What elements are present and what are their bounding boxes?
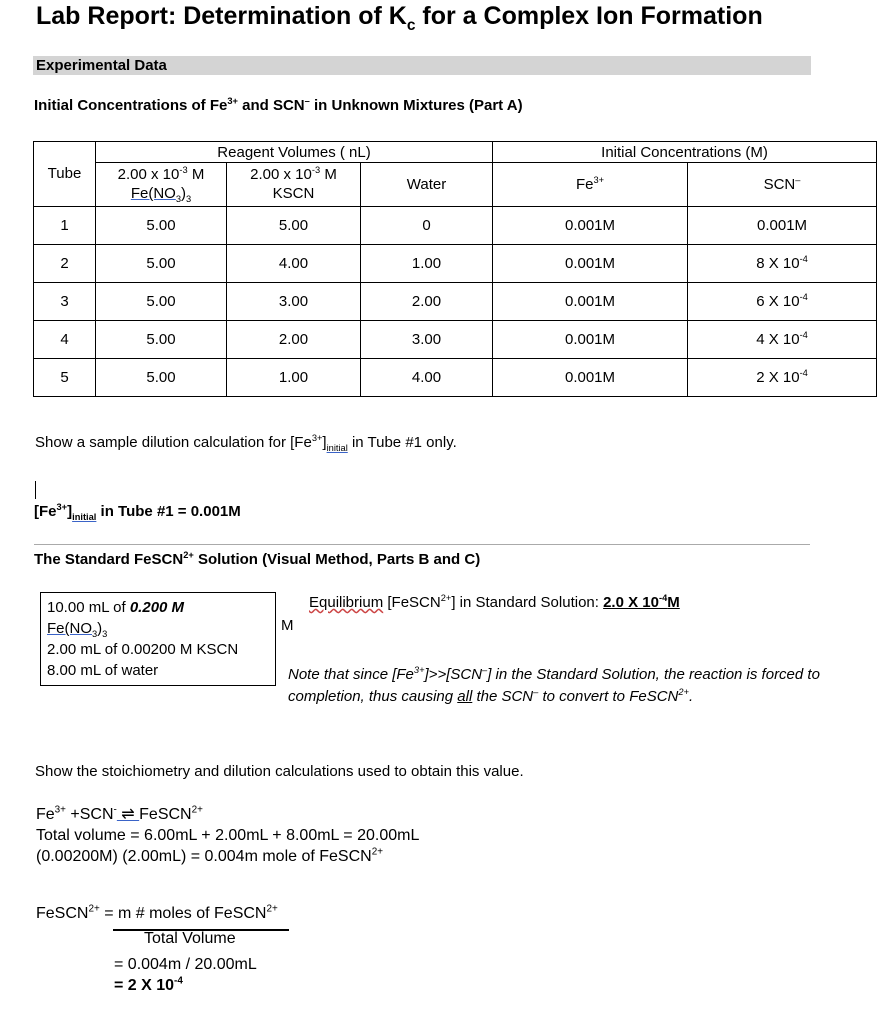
fe-volume-cell: 5.00 xyxy=(96,358,227,396)
formula-substitution: = 0.004m / 20.00mL xyxy=(114,956,257,973)
kscn-volume-cell: 2.00 xyxy=(227,320,361,358)
completion-note: Note that since $[Fe^{3+}]>>[SCN^-]$ in the Standard Solution, the reaction is forced to completion, thus causing all the SCN– to convert to FeSCN$^{2+}$. xyxy=(288,665,820,705)
recipe-line-3: 2.00 mL of 0.00200 M KSCN xyxy=(47,641,239,658)
equilibrium-concentration: Equilibrium [FeSCN$^{2+}$] in Standard Solution: 2.0 X $10^{-4}M$ xyxy=(309,593,680,611)
standard-solution-heading: The Standard FeSCN$^{2+}$ Solution (Visual Method, Parts B and C) xyxy=(34,550,481,568)
recipe-line-1: 10.00 mL of 0.200 M xyxy=(47,599,185,616)
section-heading: Experimental Data xyxy=(36,57,167,74)
kscn-volume-cell: 5.00 xyxy=(227,206,361,244)
kscn-volume-cell: 1.00 xyxy=(227,358,361,396)
table-row xyxy=(34,244,877,282)
fe-volume-header: 2.00 x $10^{-3}$ M $Fe(NO_3)_3$ xyxy=(96,163,227,207)
tube-cell: 2 xyxy=(34,244,96,282)
text-cursor xyxy=(35,481,36,499)
tube-header: Tube xyxy=(34,163,96,207)
water-volume-cell: 0 xyxy=(361,206,493,244)
table-row xyxy=(34,358,877,396)
reagent-volumes-header: Reagent Volumes ( nL) xyxy=(96,142,493,163)
water-volume-header: Water xyxy=(361,163,493,207)
tube-header-top xyxy=(34,142,96,163)
scn-concentration-cell: 6 X $10^{-4}$ xyxy=(688,282,877,320)
data-table xyxy=(33,141,877,397)
scn-concentration-cell: 0.001M xyxy=(688,206,877,244)
kscn-volume-cell: 3.00 xyxy=(227,282,361,320)
scn-concentration-cell: 4 X $10^{-4}$ xyxy=(688,320,877,358)
table-row xyxy=(34,320,877,358)
formula-result: = 2 X $10^{-4}$ xyxy=(114,975,183,994)
moles-line: (0.00200M) (2.00mL) = 0.004m mole of FeSCN$^{2+}$ xyxy=(36,846,383,865)
recipe-line-2: $Fe(NO_3)_3$ xyxy=(47,620,108,639)
water-volume-cell: 1.00 xyxy=(361,244,493,282)
tube-cell: 5 xyxy=(34,358,96,396)
water-volume-cell: 3.00 xyxy=(361,320,493,358)
fe-concentration-cell: 0.001M xyxy=(493,320,688,358)
formula-numerator: FeSCN$^{2+}$ = m # moles of FeSCN$^{2+}$ xyxy=(36,903,278,922)
formula-denominator: Total Volume xyxy=(144,930,236,947)
fe-volume-cell: 5.00 xyxy=(96,320,227,358)
fe-concentration-cell: 0.001M xyxy=(493,358,688,396)
fe-volume-cell: 5.00 xyxy=(96,206,227,244)
stoichiometry-prompt: Show the stoichiometry and dilution calculations used to obtain this value. xyxy=(35,763,524,780)
reaction-equation: $Fe^{3+} +SCN^-$ ⇌ FeSCN$^{2+}$ xyxy=(36,804,203,823)
water-volume-cell: 2.00 xyxy=(361,282,493,320)
standard-solution-recipe-box xyxy=(40,592,276,686)
fe-concentration-cell: 0.001M xyxy=(493,206,688,244)
table-row xyxy=(34,282,877,320)
total-volume-line: Total volume = 6.00mL + 2.00mL + 8.00mL = 20.00mL xyxy=(36,827,420,844)
divider xyxy=(34,544,810,545)
recipe-overflow-m: M xyxy=(281,617,294,634)
tube-cell: 3 xyxy=(34,282,96,320)
stoichiometry-calculation xyxy=(36,804,419,867)
tube-cell: 4 xyxy=(34,320,96,358)
report-title: Lab Report: Determination of $K_c$ for a Complex Ion Formation xyxy=(36,2,763,34)
fe-concentration-cell: 0.001M xyxy=(493,244,688,282)
fe-concentration-cell: 0.001M xyxy=(493,282,688,320)
tube1-result: $[Fe^{3+}]_{initial}$ in Tube #1 = 0.001M xyxy=(34,502,241,522)
tube-cell: 1 xyxy=(34,206,96,244)
initial-concentrations-header: Initial Concentrations (M) xyxy=(493,142,877,163)
sample-calculation-prompt: Show a sample dilution calculation for $[Fe^{3+}]_{initial}$ in Tube #1 only. xyxy=(35,433,457,453)
fe-volume-cell: 5.00 xyxy=(96,244,227,282)
scn-concentration-header: SCN– xyxy=(688,163,877,207)
fe-concentration-header: $Fe^{3+}$ xyxy=(493,163,688,207)
part-a-heading: Initial Concentrations of $Fe^{3+}$ and SCN– in Unknown Mixtures (Part A) xyxy=(34,96,523,114)
kscn-volume-header: 2.00 x $10^{-3}$ M KSCN xyxy=(227,163,361,207)
recipe-line-4: 8.00 mL of water xyxy=(47,662,159,679)
scn-concentration-cell: 2 X $10^{-4}$ xyxy=(688,358,877,396)
scn-concentration-cell: 8 X $10^{-4}$ xyxy=(688,244,877,282)
fe-volume-cell: 5.00 xyxy=(96,282,227,320)
table-row xyxy=(34,206,877,244)
kscn-volume-cell: 4.00 xyxy=(227,244,361,282)
water-volume-cell: 4.00 xyxy=(361,358,493,396)
